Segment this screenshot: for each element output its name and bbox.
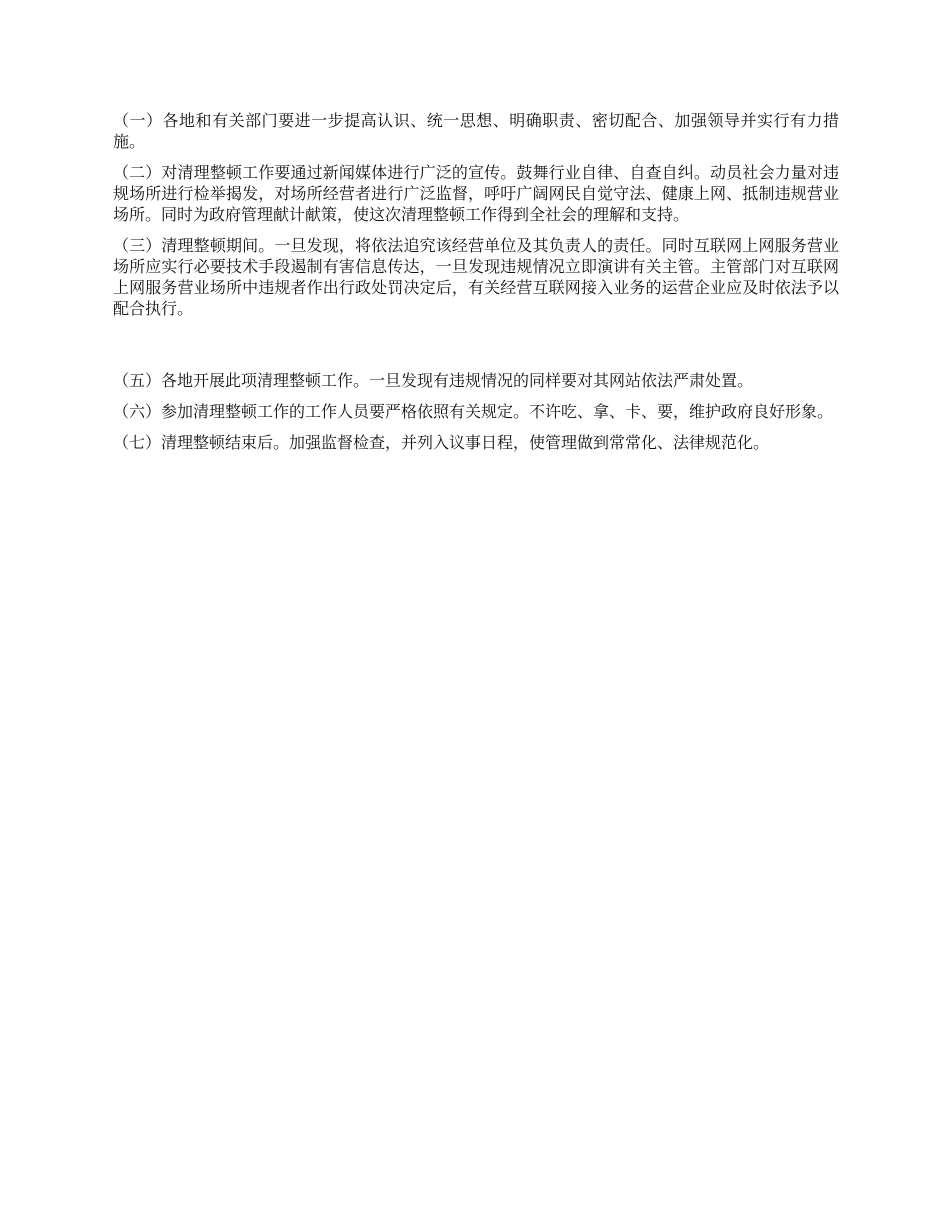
paragraph-2: （二）对清理整顿工作要通过新闻媒体进行广泛的宣传。鼓舞行业自律、自查自纠。动员社会力量对违规场所进行检举揭发，对场所经营者进行广泛监督，呼吁广阔网民自觉守法、健康上网、抵制违规营业场所。同时为政府管理献计献策，使这次清理整顿工作得到全社会的理解和支持。 — [113, 163, 839, 224]
paragraph-5: （五）各地开展此项清理整顿工作。一旦发现有违规情况的同样要对其网站依法严肃处置。 — [113, 371, 754, 390]
document-body — [113, 110, 839, 463]
paragraph-6: （六）参加清理整顿工作的工作人员要严格依照有关规定。不许吃、拿、卡、要，维护政府良好形象。 — [113, 402, 834, 421]
paragraph-gap — [113, 329, 839, 370]
paragraph-1: （一）各地和有关部门要进一步提高认识、统一思想、明确职责、密切配合、加强领导并实行有力措施。 — [113, 111, 839, 151]
paragraph-3: （三）清理整顿期间。一旦发现，将依法追究该经营单位及其负责人的责任。同时互联网上网服务营业场所应实行必要技术手段遏制有害信息传达，一旦发现违规情况立即演讲有关主管。主管部门对互联网上网服务营业场所中违规者作出行政处罚决定后，有关经营互联网接入业务的运营企业应及时依法予以配合执行。 — [113, 236, 839, 318]
paragraph-7: （七）清理整顿结束后。加强监督检查，并列入议事日程，使管理做到常常化、法律规范化。 — [113, 433, 770, 452]
